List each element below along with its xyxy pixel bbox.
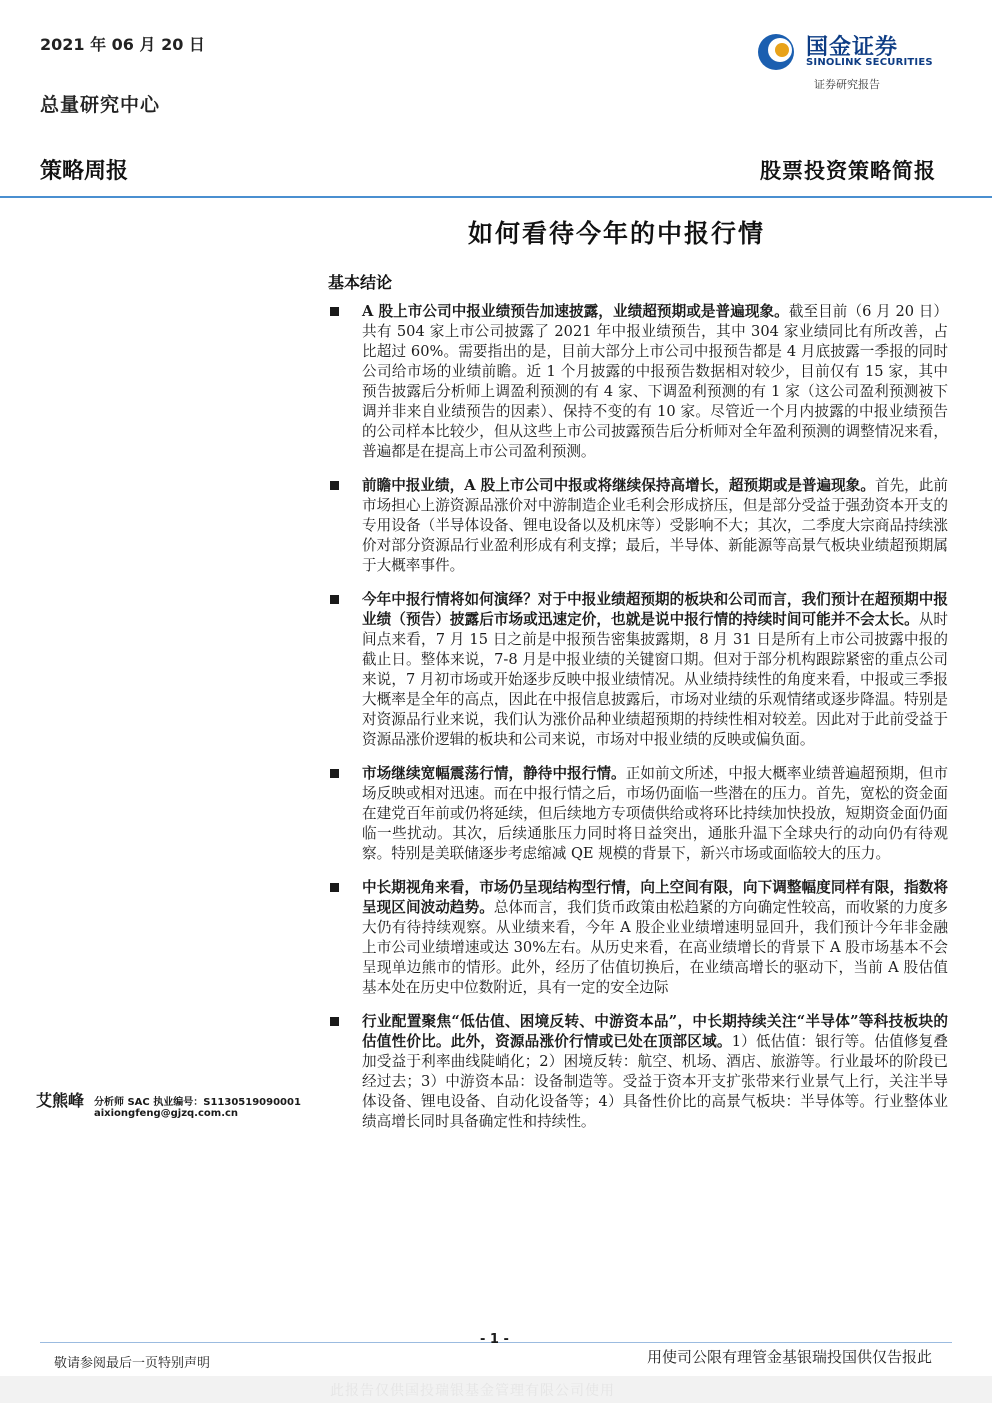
conclusion-body: 截至目前（6 月 20 日）共有 504 家上市公司披露了 2021 年中报业绩预告，其中 304 家业绩同比有所改善，占比超过 60%。需要指出的是，目前大部分上市公司中报预告都是 4 月底披露一季报的同时公司给市场的业绩前瞻。近 1 个月披露的中报预告数据相对较少，目前仅有 15 家，其中预告披露后分析师上调盈利预测的有 4 家、下调盈利预测的有 1 家（这公司盈利预测被下调并非来自业绩预告的因素）、保持不变的有 10 家。尽管近一个月内披露的中报业绩预告的公司样本比较少，但从这些上市公司披露预告后分析师对全年盈利预测的调整情况来看，普遍都是在提高上市公司盈利预测。 — [362, 303, 948, 460]
conclusion-item — [328, 764, 948, 864]
conclusion-item — [328, 1012, 948, 1132]
page-number: - 1 - — [480, 1332, 509, 1347]
conclusion-headline: 今年中报行情将如何演绎？对于中报业绩超预期的板块和公司而言，我们预计在超预期中报业绩（预告）披露后市场或迅速定价，也就是说中报行情的持续时间可能并不会太长。 — [362, 591, 948, 628]
analyst-license: 分析师 SAC 执业编号：S1130519090001 — [94, 1097, 301, 1108]
conclusion-item — [328, 476, 948, 576]
analyst-email[interactable]: aixiongfeng@gjzq.com.cn — [94, 1108, 239, 1119]
section-heading: 基本结论 — [328, 273, 393, 292]
conclusion-body: 正如前文所述，中报大概率业绩普遍超预期，但市场反映或相对迅速。而在中报行情之后，市场仍面临一些潜在的压力。首先，宽松的资金面在建党百年前或仍将延续，但后续地方专项债供给或将环比持续加快投放，短期资金面仍面临一些扰动。其次，后续通胀压力同时将日益突出，通胀升温下全球央行的动向仍有待观察。特别是美联储逐步考虑缩减 QE 规模的背景下，新兴市场或面临较大的压力。 — [362, 765, 948, 862]
conclusion-item — [328, 878, 948, 998]
section-type: 策略周报 — [40, 159, 129, 184]
analyst-name: 艾熊峰 — [36, 1091, 85, 1110]
watermark-text: 此报告仅供国投瑞银基金管理有限公司使用 — [330, 1383, 615, 1399]
conclusion-list — [328, 302, 948, 1146]
conclusion-body: 首先，此前市场担心上游资源品涨价对中游制造企业毛利会形成挤压，但是部分受益于强劲资本开支的专用设备（半导体设备、锂电设备以及机床等）受影响不大；其次，二季度大宗商品持续涨价对部分资源品行业盈利形成有利支撑；最后，半导体、新能源等高景气板块业绩超预期属于大概率事件。 — [362, 477, 948, 574]
conclusion-body: 从时间点来看，7 月 15 日之前是中报预告密集披露期，8 月 31 日是所有上市公司披露中报的截止日。整体来说，7-8 月是中报业绩的关键窗口期。但对于部分机构跟踪紧密的重点公司来说，7 月初市场或开始逐步反映中报业绩情况。从业绩持续性的角度来看，中报或三季报大概率是全年的高点，因此在中报信息披露后，市场对业绩的乐观情绪或逐步降温。特别是对资源品行业来说，我们认为涨价品种业绩超预期的持续性相对较差。因此对于此前受益于资源品涨价逻辑的板块和公司来说，市场对中报业绩的反映或偏负面。 — [362, 611, 948, 748]
logo-chinese-name: 国金证券 — [806, 35, 899, 60]
logo-subtitle: 证券研究报告 — [814, 78, 880, 91]
conclusion-body: 总体而言，我们货币政策由松趋紧的方向确定性较高，而收紧的力度多大仍有待持续观察。从业绩来看，今年 A 股企业业绩增速明显回升，我们预计今年非金融上市公司业绩增速或达 30%左右。从历史来看，在高业绩增长的背景下 A 股市场基本不会呈现单边熊市的情形。此外，经历了估值切换后，在业绩高增长的驱动下，当前 A 股估值基本处在历史中位数附近，具有一定的安全边际 — [362, 899, 948, 996]
report-title: 如何看待今年的中报行情 — [468, 219, 766, 248]
conclusion-body: 1）低估值：银行等。估值修复叠加受益于利率曲线陡峭化；2）困境反转：航空、机场、酒店、旅游等。行业最坏的阶段已经过去；3）中游资本品：设备制造等。受益于资本开支扩张带来行业景气上行，关注半导体设备、锂电设备、自动化设备等；4）具备性价比的高景气板块：半导体等。行业整体业绩高增长同时具备确定性和持续性。 — [362, 1033, 948, 1130]
conclusion-headline: 行业配置聚焦“低估值、困境反转、中游资本品”，中长期持续关注“半导体”等科技板块的估值性价比。此外，资源品涨价行情或已处在顶部区域。 — [362, 1013, 948, 1050]
bullet-square-icon — [330, 883, 339, 892]
conclusion-headline: 前瞻中报业绩，A 股上市公司中报或将继续保持高增长，超预期或是普遍现象。 — [362, 477, 875, 494]
footer-note: 用使司公限有理管金基银瑞投国供仅告报此 — [646, 1348, 932, 1366]
logo-english-name: SINOLINK SECURITIES — [806, 57, 933, 68]
footer-disclaimer: 敬请参阅最后一页特别声明 — [54, 1356, 211, 1371]
conclusion-item — [328, 590, 948, 750]
department-name: 总量研究中心 — [40, 94, 161, 116]
header-divider — [0, 196, 992, 198]
report-date: 2021 年 06 月 20 日 — [40, 35, 205, 54]
watermark-bar — [0, 1376, 992, 1403]
bullet-square-icon — [330, 769, 339, 778]
conclusion-headline: 市场继续宽幅震荡行情，静待中报行情。 — [362, 765, 626, 782]
conclusion-headline: 中长期视角来看，市场仍呈现结构型行情，向上空间有限，向下调整幅度同样有限，指数将呈现区间波动趋势。 — [362, 879, 948, 916]
report-type: 股票投资策略简报 — [760, 158, 936, 183]
bullet-square-icon — [330, 481, 339, 490]
bullet-square-icon — [330, 595, 339, 604]
bullet-square-icon — [330, 307, 339, 316]
bullet-square-icon — [330, 1017, 339, 1026]
conclusion-item — [328, 302, 948, 462]
sinolink-logo-icon — [756, 32, 796, 72]
conclusion-headline: A 股上市公司中报业绩预告加速披露，业绩超预期或是普遍现象。 — [362, 303, 789, 320]
